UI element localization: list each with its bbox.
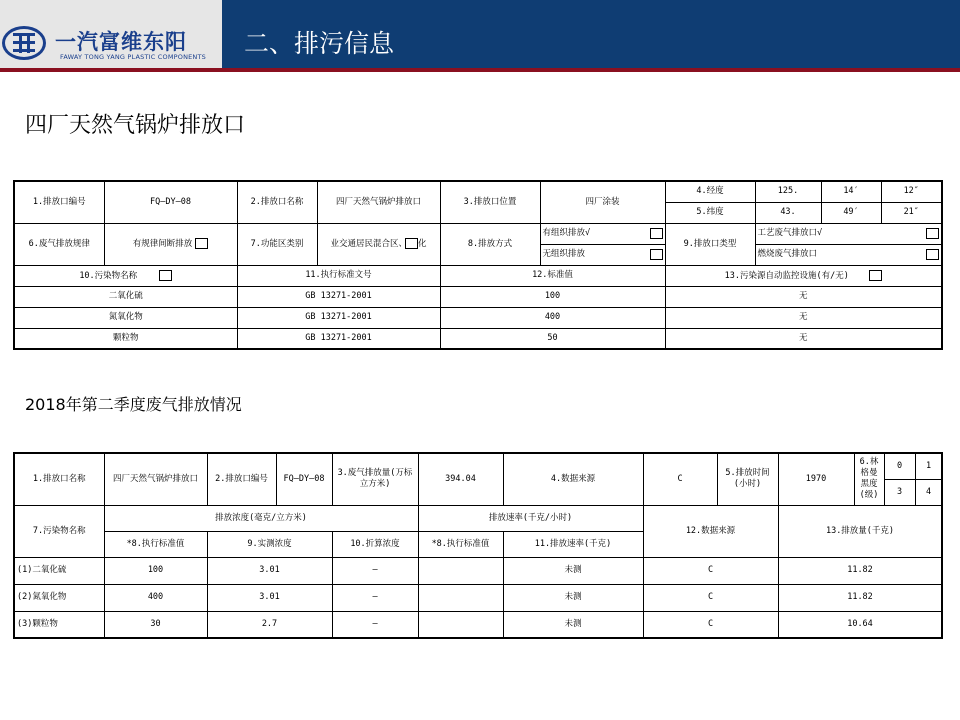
standard-value-header: 12.标准值 — [440, 265, 665, 286]
pollutant-checkbox[interactable] — [159, 270, 172, 281]
pollutant-doc: GB 13271-2001 — [237, 286, 440, 307]
volume-label: 3.废气排放量(万标立方米) — [332, 453, 418, 505]
emission-row-1 — [14, 453, 942, 479]
ringelmann-level[interactable]: 3 — [884, 479, 915, 505]
company-name: 一汽富维东阳 — [55, 30, 187, 54]
pollutant-doc: GB 13271-2001 — [237, 307, 440, 328]
measured-rate-header: 11.排放速率(千克) — [503, 531, 643, 557]
pattern-label: 6.废气排放规律 — [14, 223, 104, 265]
converted-conc-header: 10.折算浓度 — [332, 531, 418, 557]
monitoring-header-cell — [665, 265, 942, 286]
outlet-location-label: 3.排放口位置 — [440, 181, 540, 223]
outlet-row-2 — [14, 223, 942, 244]
emission-rate: 未测 — [503, 584, 643, 611]
type-process-checkbox[interactable] — [926, 228, 939, 239]
emission-std: 30 — [104, 611, 207, 638]
emission-amount: 11.82 — [778, 584, 942, 611]
source-value: C — [643, 453, 717, 505]
pollutant-name: 氮氧化物 — [14, 307, 237, 328]
hours-label: 5.排放时间(小时) — [717, 453, 778, 505]
table-row — [14, 611, 942, 638]
data-source-header: 12.数据来源 — [643, 505, 778, 557]
header-divider — [0, 68, 960, 72]
type-combustion-cell — [755, 244, 942, 265]
emission-converted: – — [332, 611, 418, 638]
zone-value: 业交通居民混合区、 — [330, 239, 407, 249]
organized-label: 有组织排放√ — [542, 228, 591, 238]
outlet-name-label: 2.排放口名称 — [237, 181, 317, 223]
company-english-name: FAWAY TONG YANG PLASTIC COMPONENTS — [60, 53, 206, 61]
outlet-name: 四厂天然气锅炉排放口 — [317, 181, 440, 223]
emission-pollutant-name: (1)二氧化硫 — [14, 557, 104, 584]
pollutant-monitor: 无 — [665, 307, 942, 328]
table-row — [14, 286, 942, 307]
emission-std-rate — [418, 611, 503, 638]
longitude-seconds: 12″ — [881, 181, 942, 202]
emission-pollutant-name: (2)氮氧化物 — [14, 584, 104, 611]
latitude-degrees: 43. — [755, 202, 821, 223]
std-conc-header: *8.执行标准值 — [104, 531, 207, 557]
method-label: 8.排放方式 — [440, 223, 540, 265]
emission-measured: 3.01 — [207, 584, 332, 611]
logo-area — [0, 0, 222, 68]
pollutant-value: 400 — [440, 307, 665, 328]
emission-amount: 10.64 — [778, 611, 942, 638]
pollutant-monitor: 无 — [665, 328, 942, 349]
amount-header: 13.排放量(千克) — [778, 505, 942, 557]
type-process-label: 工艺废气排放口√ — [757, 228, 823, 238]
emission-header-row — [14, 505, 942, 531]
emission-source: C — [643, 557, 778, 584]
emission-rate: 未测 — [503, 611, 643, 638]
organized-checkbox[interactable] — [650, 228, 663, 239]
emission-amount: 11.82 — [778, 557, 942, 584]
emission-converted: – — [332, 584, 418, 611]
ringelmann-level[interactable]: 4 — [915, 479, 942, 505]
outlet-no-label: 1.排放口编号 — [14, 181, 104, 223]
emission-source: C — [643, 611, 778, 638]
pattern-value: 有规律间断排放 — [132, 239, 193, 249]
pollutant-header: 10.污染物名称 — [79, 270, 138, 281]
outlet-info-table — [13, 180, 943, 350]
type-combustion-label: 燃烧废气排放口 — [757, 249, 818, 259]
pattern-cell — [104, 223, 237, 265]
volume-value: 394.04 — [418, 453, 503, 505]
zone-checkbox[interactable] — [405, 238, 418, 249]
type-combustion-checkbox[interactable] — [926, 249, 939, 260]
company-logo-icon — [2, 26, 46, 60]
emission-std-rate — [418, 557, 503, 584]
type-process-cell — [755, 223, 942, 244]
source-label: 4.数据来源 — [503, 453, 643, 505]
emission-pollutant-name: (3)颗粒物 — [14, 611, 104, 638]
emission-measured: 3.01 — [207, 557, 332, 584]
outlet-location: 四厂涂装 — [540, 181, 665, 223]
pollutant-header-cell — [14, 265, 237, 286]
monitoring-checkbox[interactable] — [869, 270, 882, 281]
outlet-row-1 — [14, 181, 942, 202]
concentration-header: 排放浓度(毫克/立方米) — [104, 505, 418, 531]
emission-no: FQ—DY—08 — [276, 453, 332, 505]
latitude-label: 5.纬度 — [665, 202, 755, 223]
section1-heading: 四厂天然气锅炉排放口 — [25, 113, 246, 138]
pollutant-name: 颗粒物 — [14, 328, 237, 349]
emission-rate: 未测 — [503, 557, 643, 584]
pollutant-name: 二氧化硫 — [14, 286, 237, 307]
emission-no-label: 2.排放口编号 — [207, 453, 276, 505]
pollutant-value: 100 — [440, 286, 665, 307]
zone-cell — [317, 223, 440, 265]
table-row — [14, 328, 942, 349]
page-title: 二、排污信息 — [244, 29, 395, 58]
pollutant-header-row — [14, 265, 942, 286]
type-label: 9.排放口类型 — [665, 223, 755, 265]
pollutant-monitor: 无 — [665, 286, 942, 307]
std-rate-header: *8.执行标准值 — [418, 531, 503, 557]
emission-std: 400 — [104, 584, 207, 611]
ringelmann-level[interactable]: 0 — [884, 453, 915, 479]
pollutant-value: 50 — [440, 328, 665, 349]
outlet-no: FQ—DY—08 — [104, 181, 237, 223]
zone-tail: 化 — [418, 239, 427, 249]
unorganized-cell — [540, 244, 665, 265]
measured-conc-header: 9.实测浓度 — [207, 531, 332, 557]
pollutant-col-header: 7.污染物名称 — [14, 505, 104, 557]
longitude-minutes: 14′ — [821, 181, 881, 202]
pollutant-doc: GB 13271-2001 — [237, 328, 440, 349]
latitude-seconds: 21″ — [881, 202, 942, 223]
emission-name-label: 1.排放口名称 — [14, 453, 104, 505]
emission-converted: – — [332, 557, 418, 584]
emission-source: C — [643, 584, 778, 611]
longitude-degrees: 125. — [755, 181, 821, 202]
table-row — [14, 584, 942, 611]
emission-name: 四厂天然气锅炉排放口 — [104, 453, 207, 505]
standard-doc-header: 11.执行标准文号 — [237, 265, 440, 286]
ringelmann-level[interactable]: 1 — [915, 453, 942, 479]
latitude-minutes: 49′ — [821, 202, 881, 223]
zone-label: 7.功能区类别 — [237, 223, 317, 265]
unorganized-checkbox[interactable] — [650, 249, 663, 260]
organized-cell — [540, 223, 665, 244]
emission-std-rate — [418, 584, 503, 611]
ringelmann-label: 6.林格曼黑度(级) — [854, 453, 884, 505]
rate-header: 排放速率(千克/小时) — [418, 505, 643, 531]
emission-std: 100 — [104, 557, 207, 584]
title-bar — [222, 0, 960, 68]
unorganized-label: 无组织排放 — [542, 249, 586, 259]
table-row — [14, 307, 942, 328]
monitoring-header: 13.污染源自动监控设施(有/无) — [724, 270, 849, 281]
emission-table — [13, 452, 943, 639]
section2-heading: 2018年第二季度废气排放情况 — [25, 395, 242, 414]
pattern-checkbox[interactable] — [195, 238, 208, 249]
table-row — [14, 557, 942, 584]
hours-value: 1970 — [778, 453, 854, 505]
emission-measured: 2.7 — [207, 611, 332, 638]
longitude-label: 4.经度 — [665, 181, 755, 202]
